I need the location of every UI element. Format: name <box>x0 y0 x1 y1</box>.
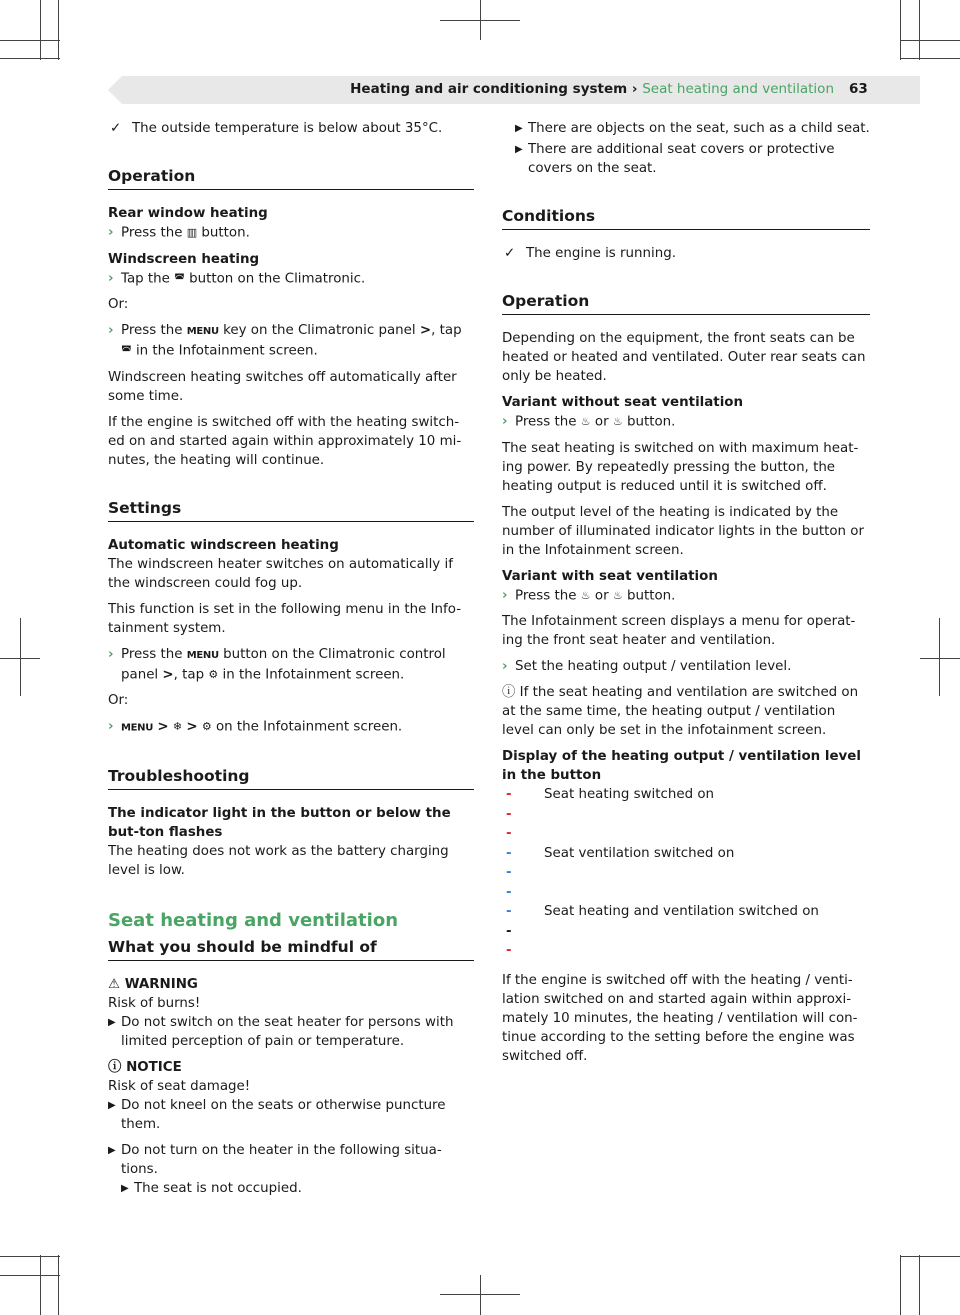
crop-mark <box>0 58 60 59</box>
blue-indicator-icon: - <box>506 865 512 880</box>
menu-key-icon: MENU <box>186 326 219 337</box>
climate-fan-icon: ❄ <box>172 720 183 733</box>
paragraph: The windscreen heater switches on automatically if the windscreen could fog up. <box>108 556 453 591</box>
crop-mark <box>900 40 960 41</box>
step-arrow-icon: › <box>502 659 508 674</box>
subheading-rear-window: Rear window heating <box>108 206 268 221</box>
gt-icon: > <box>419 323 432 338</box>
crop-mark <box>0 658 40 659</box>
crop-mark <box>480 1275 481 1315</box>
or-text: Or: <box>108 297 129 312</box>
display-row <box>506 824 870 844</box>
paragraph: The Infotainment screen displays a menu for operat-ing the front seat heater and ventilation. <box>502 614 856 648</box>
step-seat-ventilation: › Press the ♨ or ♨ button. <box>502 587 676 603</box>
notice-subitem: ▶ There are objects on the seat, such as a child seat. <box>515 121 870 136</box>
settings-gear-icon: ⚙ <box>208 667 219 681</box>
blue-indicator-icon: - <box>506 904 512 919</box>
step-arrow-icon: › <box>108 719 114 734</box>
page-number: 63 <box>849 81 868 97</box>
notice-icon: ⓘ <box>108 1059 122 1075</box>
info-note: ⓘ If the seat heating and ventilation are switched on at the same time, the heating output / ventilation level can only be set in the infotainment screen. <box>502 685 859 738</box>
triangle-bullet-icon: ▶ <box>515 144 523 155</box>
or-text: Or: <box>108 693 129 708</box>
triangle-bullet-icon: ▶ <box>121 1182 129 1194</box>
heading-settings: Settings <box>108 499 474 522</box>
gt-icon: > <box>157 719 169 735</box>
paragraph: If the engine is switched off with the heating / venti-lation switched on and started again within approxi-mately 10 minutes, the heating / ventilation will con-tinue according to the setting before the engine was switched off. <box>502 972 858 1064</box>
paragraph: The seat heating is switched on with maximum heat-ing power. By repeatedly pressing the button, the heating output is reduced until it is switched off. <box>502 440 859 494</box>
crop-mark <box>900 1255 901 1315</box>
step-set-level: › Set the heating output / ventilation level. <box>502 659 792 674</box>
blue-indicator-icon: - <box>506 884 512 900</box>
settings-gear-icon: ⚙ <box>201 720 212 733</box>
warning-text: Risk of burns! <box>108 995 201 1011</box>
crop-mark <box>920 658 960 659</box>
triangle-bullet-icon: ▶ <box>108 1099 116 1111</box>
blue-indicator-icon: - <box>506 845 512 861</box>
step-settings-menu-path: › MENU > ❄ > ⚙ on the Infotainment screen. <box>108 719 403 735</box>
warning-label: ⚠ WARNING <box>108 976 198 992</box>
menu-key-icon: MENU <box>121 722 154 734</box>
heading-operation: Operation <box>108 167 474 190</box>
crop-mark <box>900 0 901 60</box>
warning-icon: ⚠ <box>108 976 121 992</box>
crop-mark <box>440 1294 520 1295</box>
triangle-bullet-icon: ▶ <box>108 1016 116 1028</box>
gt-icon: > <box>162 667 174 682</box>
display-row: - Seat heating switched on <box>506 787 715 802</box>
info-icon: ⓘ <box>502 685 516 700</box>
notice-item: ▶ Do not turn on the heater in the following situa-tions. <box>108 1142 442 1177</box>
condition-item: ✓ The outside temperature is below about 35°C. <box>110 121 443 136</box>
header-section: Seat heating and ventilation <box>642 81 834 97</box>
red-indicator-icon: - <box>506 787 512 802</box>
header-chapter: Heating and air conditioning system <box>350 81 628 97</box>
seat-heating-right-icon: ♨ <box>612 415 623 428</box>
step-arrow-icon: › <box>502 414 508 429</box>
crop-mark <box>40 0 41 60</box>
crop-mark <box>40 1255 41 1315</box>
paragraph: Depending on the equipment, the front seats can be heated or heated and ventilated. Outer rear seats can only be heated. <box>502 331 866 384</box>
subheading-auto-windscreen: Automatic windscreen heating <box>108 537 339 553</box>
display-row <box>506 922 870 942</box>
check-icon: ✓ <box>504 246 516 261</box>
triangle-bullet-icon: ▶ <box>515 123 523 134</box>
crop-mark <box>900 58 960 59</box>
notice-item: ▶ Do not kneel on the seats or otherwise puncture them. <box>108 1097 446 1132</box>
display-row <box>506 883 870 903</box>
header-separator: › <box>631 81 638 97</box>
step-seat-heating: › Press the ♨ or ♨ button. <box>502 414 676 430</box>
display-row: - Seat ventilation switched on <box>506 845 735 861</box>
crop-mark <box>0 1275 60 1276</box>
notice-label: ⓘ NOTICE <box>108 1059 182 1075</box>
subheading-variant-no-ventilation: Variant without seat ventilation <box>502 395 744 410</box>
running-header <box>350 81 834 97</box>
crop-mark <box>939 618 940 696</box>
step-windscreen-menu: › Press the MENU key on the Climatronic panel >, tap ◚ in the Infotainment screen. <box>108 323 462 359</box>
crop-mark <box>919 0 920 60</box>
display-list <box>506 785 870 961</box>
paragraph: The output level of the heating is indicated by the number of illuminated indicator lights in the button or in the Infotainment screen. <box>502 504 864 558</box>
paragraph: Windscreen heating switches off automatically after some time. <box>108 369 457 404</box>
heading-troubleshooting: Troubleshooting <box>108 767 474 790</box>
left-column <box>108 119 474 1205</box>
seat-ventilation-right-icon: ♨ <box>612 588 623 602</box>
display-row <box>506 863 870 883</box>
crop-mark <box>440 20 520 21</box>
red-indicator-icon: - <box>506 943 512 958</box>
right-column <box>502 119 870 1073</box>
notice-subitem: ▶ The seat is not occupied. <box>121 1180 302 1196</box>
seat-heating-left-icon: ♨ <box>580 415 591 428</box>
windscreen-heating-icon: ◚ <box>121 344 132 357</box>
crop-mark <box>0 40 60 41</box>
step-rear-window: › Press the ▥ button. <box>108 225 250 241</box>
paragraph: The heating does not work as the battery charging level is low. <box>108 843 449 878</box>
crop-mark <box>900 1256 960 1257</box>
paragraph: This function is set in the following menu in the Info-tainment system. <box>108 601 462 636</box>
condition-item: ✓ The engine is running. <box>504 246 676 261</box>
crop-mark <box>58 1255 59 1315</box>
step-arrow-icon: › <box>108 323 114 338</box>
menu-key-icon: MENU <box>186 649 219 661</box>
step-arrow-icon: › <box>502 587 508 603</box>
subheading-variant-ventilation: Variant with seat ventilation <box>502 568 718 584</box>
red-indicator-icon: - <box>506 806 512 822</box>
crop-mark <box>919 1255 920 1315</box>
section-title: Seat heating and ventilation <box>108 909 399 931</box>
gt-icon: > <box>186 719 198 735</box>
windscreen-heating-icon: ◚ <box>174 271 185 285</box>
notice-text: Risk of seat damage! <box>108 1078 251 1094</box>
rear-window-heating-icon: ▥ <box>186 226 198 239</box>
crop-mark <box>0 1256 60 1257</box>
step-windscreen: › Tap the ◚ button on the Climatronic. <box>108 270 366 286</box>
subheading-indicator-flashes: The indicator light in the button or below the but-ton flashes <box>108 805 451 840</box>
black-indicator-icon: - <box>506 923 512 939</box>
heading-mindful: What you should be mindful of <box>108 938 474 961</box>
paragraph: If the engine is switched off with the heating switch-ed on and started again within approximately 10 mi-nutes, the heating will continue. <box>108 414 462 468</box>
subheading-display: Display of the heating output / ventilation level in the button <box>502 749 861 783</box>
check-icon: ✓ <box>110 121 122 136</box>
heading-conditions: Conditions <box>502 207 870 230</box>
warning-item: ▶ Do not switch on the seat heater for persons with limited perception of pain or temperature. <box>108 1014 454 1049</box>
display-row: - Seat heating and ventilation switched on <box>506 904 819 919</box>
display-row <box>506 805 870 825</box>
triangle-bullet-icon: ▶ <box>108 1144 116 1156</box>
subheading-windscreen: Windscreen heating <box>108 251 260 267</box>
step-settings: › Press the MENU button on the Climatronic control panel >, tap ⚙ in the Infotainment screen. <box>108 646 446 682</box>
seat-ventilation-left-icon: ♨ <box>580 588 591 602</box>
step-arrow-icon: › <box>108 270 114 286</box>
heading-operation: Operation <box>502 292 870 315</box>
display-row <box>506 941 870 961</box>
notice-subitem: ▶ There are additional seat covers or protective covers on the seat. <box>515 142 835 176</box>
red-indicator-icon: - <box>506 826 512 841</box>
step-arrow-icon: › <box>108 225 114 240</box>
step-arrow-icon: › <box>108 646 114 662</box>
crop-mark <box>58 0 59 60</box>
crop-mark <box>20 618 21 696</box>
